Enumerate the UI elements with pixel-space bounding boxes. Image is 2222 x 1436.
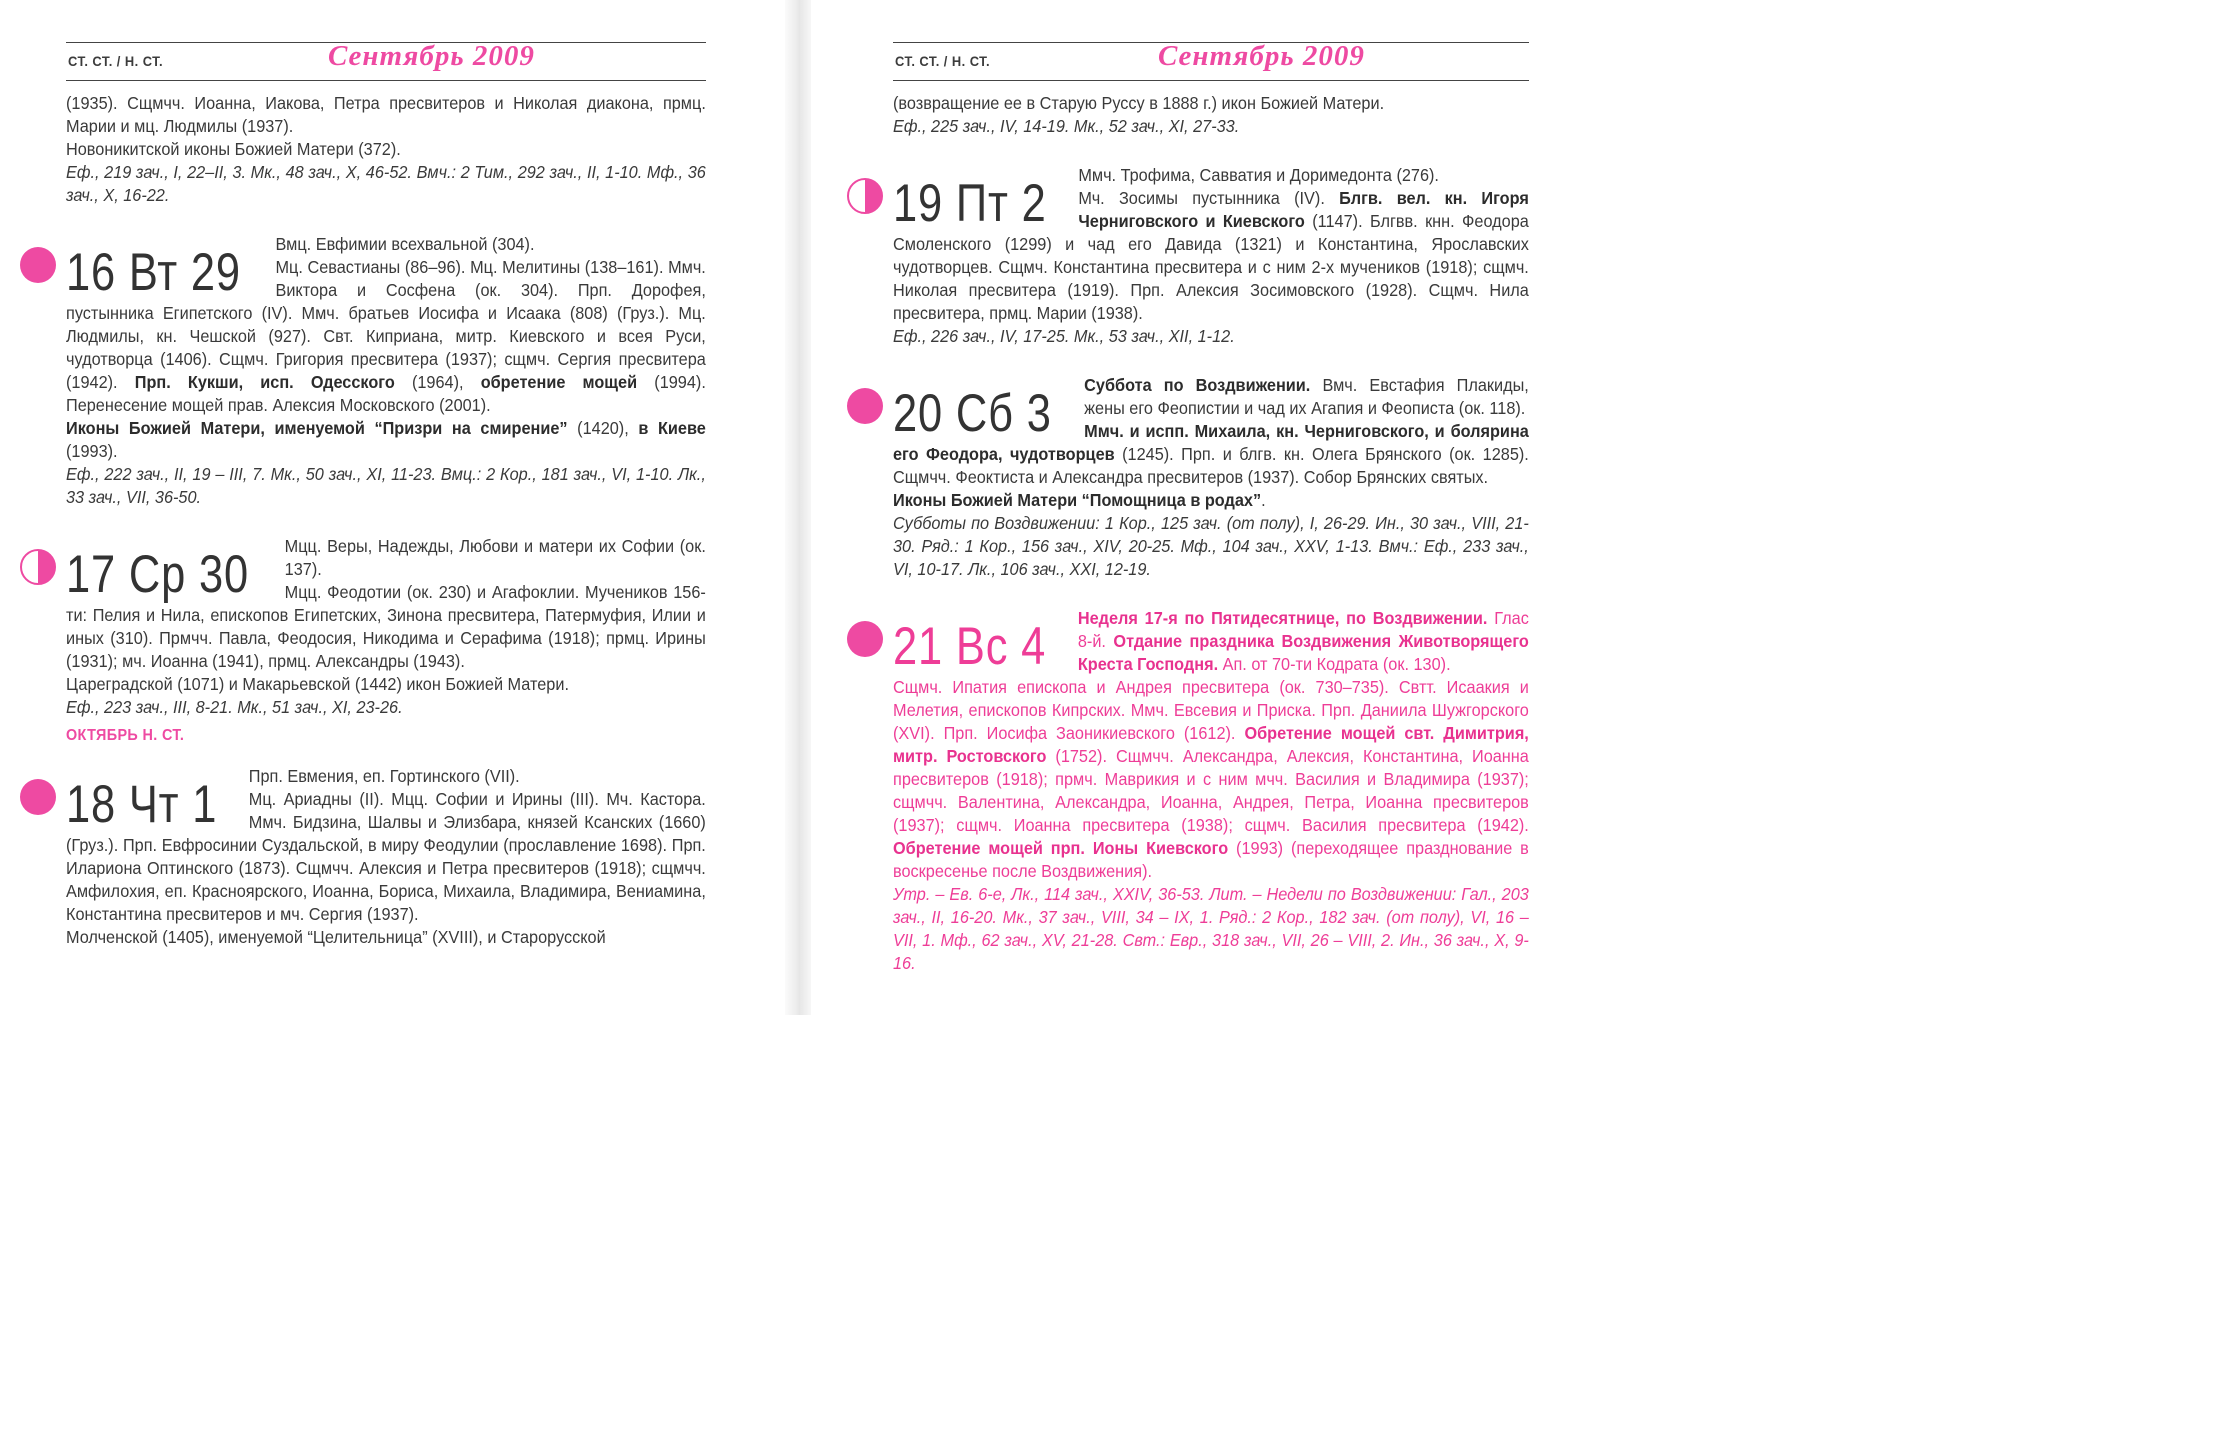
book-gutter bbox=[785, 0, 811, 1015]
readings: Субботы по Воздвижении: 1 Кор., 125 зач. (от полу), I, 26-29. Ин., 30 зач., VIII, 21-30. Ряд.: 1 Кор., 156 зач., XIV, 20-25. Мф., 104 зач., XXV, 1-13. Вмч.: Еф., 233 зач., VI, 10-17. Лк., 106 зач., XXI, 12-19. bbox=[893, 513, 1529, 579]
style-label: СТ. СТ. / Н. СТ. bbox=[895, 53, 991, 69]
right-page bbox=[893, 0, 1529, 973]
day-entry-16 bbox=[66, 233, 706, 509]
readings: Еф., 226 зач., IV, 17-25. Мк., 53 зач., XII, 1-12. bbox=[893, 326, 1235, 346]
big-date: 17 Ср 30 bbox=[66, 545, 249, 604]
day-text: Прп. Евмения, еп. Гортинского (VII). Мц. Ариадны (II). Мцц. Софии и Ирины (III). Мч. Кастора. Ммч. Бидзина, Шалвы и Элизбара, князей Ксанских (1660) (Груз.). Прп. Евфросинии Суздальской, в миру Феодулии (прославление 1698). Прп. Илариона Оптинского (1873). Сщмчч. Алексия и Петра пресвитеров (1918); сщмчч. Амфилохия, еп. Красноярского, Иоанна, Бориса, Михаила, Владимира, Вениамина, Константина пресвитеров и мч. Сергия (1937). Молченской (1405), именуемой “Целительница” (XVIII), и Старорусской bbox=[66, 766, 706, 947]
header-rule-bottom bbox=[66, 80, 706, 81]
intro-text: (1935). Сщмчч. Иоанна, Иакова, Петра пресвитеров и Николая диакона, прмц. Марии и мц. Людмилы (1937). Новоникитской иконы Божией Матери (372). Еф., 219 зач., I, 22–II, 3. Мк., 48 зач., X, 46-52. Вмч.: 2 Тим., 292 зач., II, 1-10. Мф., 36 зач., X, 16-22. bbox=[66, 93, 706, 205]
full-moon-icon bbox=[847, 621, 883, 657]
big-date: 21 Вс 4 bbox=[893, 617, 1047, 676]
readings: Еф., 225 зач., IV, 14-19. Мк., 52 зач., XI, 27-33. bbox=[893, 116, 1240, 136]
big-date: 19 Пт 2 bbox=[893, 174, 1047, 233]
day-entry-19 bbox=[893, 164, 1529, 348]
readings: Утр. – Ев. 6-е, Лк., 114 зач., XXIV, 36-53. Лит. – Недели по Воздвижении: Гал., 203 зач., II, 16-20. Мк., 37 зач., VIII, 34 – IX, 1. Ряд.: 2 Кор., 182 зач. (от полу), VI, 16 – VII, 1. Мф., 62 зач., XV, 21-28. Свт.: Евр., 318 зач., VII, 26 – VIII, 2. Ин., 36 зач., X, 9-16. bbox=[893, 884, 1529, 973]
day-text: Ммч. Трофима, Савватия и Доримедонта (276). Мч. Зосимы пустынника (IV). Блгв. вел. кн. Игоря Черниговского и Киевского (1147). Блгвв. кнн. Феодора Смоленского (1299) и чад его Давида (1321) и Константина, Ярославских чудотворцев. Сщмч. Константина пресвитера и с ним 2-х мучеников (1918); сщмч. Николая пресвитера (1919). Прп. Алексия Зосимовского (1928). Сщмч. Нила пресвитера, прмц. Марии (1938). Еф., 226 зач., IV, 17-25. Мк., 53 зач., XII, 1-12. bbox=[893, 165, 1529, 346]
page-content bbox=[893, 92, 1529, 975]
full-moon-icon bbox=[20, 247, 56, 283]
page-content bbox=[66, 92, 706, 949]
day-entry-18 bbox=[66, 765, 706, 949]
quarter-moon-icon bbox=[20, 549, 56, 585]
day-text: Мцц. Веры, Надежды, Любови и матери их Софии (ок. 137). Мцц. Феодотии (ок. 230) и Агафоклии. Мучеников 156-ти: Пелия и Нила, епископов Египетских, Зинона пресвитера, Патермуфия, Илии и иных (310). Прмчч. Павла, Феодосия, Никодима и Серафима (1918); прмц. Ирины (1931); мч. Иоанна (1941), прмц. Александры (1943). Цареградской (1071) и Макарьевской (1442) икон Божией Матери. Еф., 223 зач., III, 8-21. Мк., 51 зач., XI, 23-26. bbox=[66, 536, 706, 717]
readings: Еф., 219 зач., I, 22–II, 3. Мк., 48 зач., X, 46-52. Вмч.: 2 Тим., 292 зач., II, 1-10. Мф., 36 зач., X, 16-22. bbox=[66, 162, 706, 205]
big-date: 16 Вт 29 bbox=[66, 243, 241, 302]
section-label: ОКТЯБРЬ Н. СТ. bbox=[66, 727, 185, 744]
big-date: 18 Чт 1 bbox=[66, 775, 218, 834]
month-title: Сентябрь 2009 bbox=[1158, 40, 1365, 72]
intro-text: (возвращение ее в Старую Руссу в 1888 г.) икон Божией Матери. Еф., 225 зач., IV, 14-19. Мк., 52 зач., XI, 27-33. bbox=[893, 93, 1385, 136]
left-page bbox=[66, 0, 706, 947]
day-text: Вмц. Евфимии всехвальной (304). Мц. Севастианы (86–96). Мц. Мелитины (138–161). Ммч. Виктора и Сосфена (ок. 304). Прп. Дорофея, пустынника Египетского (IV). Ммч. братьев Иосифа и Исаака (808) (Груз.). Мц. Людмилы, кн. Чешской (927). Свт. Киприана, митр. Киевского и всея Руси, чудотворца (1406). Сщмч. Григория пресвитера (1937); сщмч. Сергия пресвитера (1942). Прп. Кукши, исп. Одесского (1964), обретение мощей (1994). Перенесение мощей прав. Алексия Московского (2001). Иконы Божией Матери, именуемой “Призри на смирение” (1420), в Киеве (1993). Еф., 222 зач., II, 19 – III, 7. Мк., 50 зач., XI, 11-23. Вмц.: 2 Кор., 181 зач., VI, 1-10. Лк., 33 зач., VII, 36-50. bbox=[66, 234, 706, 507]
page-header bbox=[66, 0, 706, 76]
readings: Еф., 223 зач., III, 8-21. Мк., 51 зач., XI, 23-26. bbox=[66, 697, 403, 717]
page-header bbox=[893, 0, 1529, 76]
quarter-moon-icon bbox=[847, 178, 883, 214]
big-date: 20 Сб 3 bbox=[893, 384, 1052, 443]
style-label: СТ. СТ. / Н. СТ. bbox=[68, 53, 164, 69]
day-entry-20 bbox=[893, 374, 1529, 581]
day-entry-17 bbox=[66, 535, 706, 719]
full-moon-icon bbox=[847, 388, 883, 424]
month-title: Сентябрь 2009 bbox=[328, 40, 535, 72]
day-text: Суббота по Воздвижении. Вмч. Евстафия Плакиды, жены его Феопистии и чад их Агапия и Феописта (ок. 118). Ммч. и испп. Михаила, кн. Черниговского, и болярина его Феодора, чудотворцев (1245). Прп. и блгв. кн. Олега Брянского (ок. 1285). Сщмчч. Феоктиста и Александра пресвитеров (1937). Собор Брянских святых. Иконы Божией Матери “Помощница в родах”. Субботы по Воздвижении: 1 Кор., 125 зач. (от полу), I, 26-29. Ин., 30 зач., VIII, 21-30. Ряд.: 1 Кор., 156 зач., XIV, 20-25. Мф., 104 зач., XXV, 1-13. Вмч.: Еф., 233 зач., VI, 10-17. Лк., 106 зач., XXI, 12-19. bbox=[893, 375, 1529, 579]
day-entry-21 bbox=[893, 607, 1529, 975]
full-moon-icon bbox=[20, 779, 56, 815]
readings: Еф., 222 зач., II, 19 – III, 7. Мк., 50 зач., XI, 11-23. Вмц.: 2 Кор., 181 зач., VI, 1-10. Лк., 33 зач., VII, 36-50. bbox=[66, 464, 706, 507]
day-text: Неделя 17-я по Пятидесятнице, по Воздвижении. Глас 8-й. Отдание праздника Воздвижения Животворящего Креста Господня. Ап. от 70-ти Кодрата (ок. 130). Сщмч. Ипатия епископа и Андрея пресвитера (ок. 730–735). Свтт. Исаакия и Мелетия, епископов Кипрских. Ммч. Евсевия и Приска. Прп. Даниила Шужгорского (XVI). Прп. Иосифа Заоникиевского (1612). Обретение мощей свт. Димитрия, митр. Ростовского (1752). Сщмчч. Александра, Алексия, Константина, Иоанна пресвитеров (1918); прмч. Маврикия и с ним мчч. Василия и Владимира (1937); сщмчч. Валентина, Александра, Иоанна, Андрея, Петра, Иоанна пресвитеров (1937); сщмч. Иоанна пресвитера (1938); сщмч. Василия пресвитера (1942). Обретение мощей прп. Ионы Киевского (1993) (переходящее празднование в воскресенье после Воздвижения). Утр. – Ев. 6-е, Лк., 114 зач., XXIV, 36-53. Лит. – Недели по Воздвижении: Гал., 203 зач., II, 16-20. Мк., 37 зач., VIII, 34 – IX, 1. Ряд.: 2 Кор., 182 зач. (от полу), VI, 16 – VII, 1. Мф., 62 зач., XV, 21-28. Свт.: Евр., 318 зач., VII, 26 – VIII, 2. Ин., 36 зач., X, 9-16. bbox=[893, 608, 1529, 973]
header-rule-bottom bbox=[893, 80, 1529, 81]
